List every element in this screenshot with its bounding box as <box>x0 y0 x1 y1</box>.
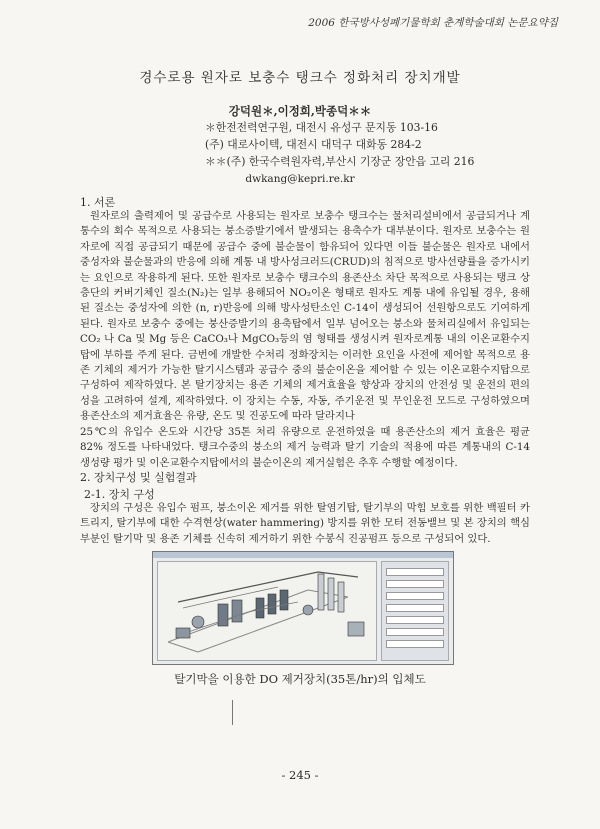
panel-field <box>386 628 444 636</box>
apparatus-figure <box>152 551 454 665</box>
figure-toolbar <box>153 552 453 558</box>
panel-field <box>386 592 444 600</box>
panel-field <box>386 580 444 588</box>
figure-caption: 탈기막을 이용한 DO 제거장치(35톤/hr)의 입체도 <box>174 672 426 686</box>
affiliation-1: ＊한전전력연구원, 대전시 유성구 문지동 103-16 <box>205 121 438 134</box>
page-number: - 245 - <box>281 768 319 782</box>
affiliation-3: ＊＊(주) 한국수력원자력,부산시 기장군 장안읍 고리 216 <box>205 155 475 168</box>
intro-paragraph-1: 원자로의 출력제어 및 공급수로 사용되는 원자로 보충수 탱크수는 물처리설비에서 공급되거나 계통수의 회수 목적으로 사용되는 붕소증발기에서 발생되는 용축수가 대부분이다. 원자로 보충수는 원자로에 직접 공급되기 때문에 공급수 중에 불순물이 함유되어 있다면 이들 불순물은 원자로 내에서 중성자와 불순물과의 반응에 의해 계통 내 방사성크러드(CRUD)의 침적으로 방사선량률을 증가시키는 요인으로 작용하게 된다. 또한 원자로 보충수 탱크수의 용존산소 차단 목적으로 사용되는 탱크 상층단의 커버기체인 질소(N₂)는 일부 용해되어 NO₂이온 형태로 원자도 계통 내에 유입될 경우, 용해된 질소는 중성자에 의한 (n, r)반응에 의해 방사성탄소인 C-14이 생성되어 선원항으로도 기여하게 된다. 원자로 보충수 중에는 붕산증발기의 용축탑에서 일부 넘어오는 붕소와 물처리실에서 유입되는 CO₂ 나 Ca 및 Mg 등은 CaCO₃나 MgCO₃등의 염 형태를 생성시켜 원자로계통 내의 이온교환수지탑에 부하를 주게 된다. 금번에 개발한 수처리 정화장치는 이러한 요인을 사전에 제어할 목적으로 용존 기체의 제거가 가능한 탈기시스템과 공급수 중의 불순이온을 제어할 수 있는 이온교환수지탑으로 구성하여 제작하였다. 본 탈기장치는 용존 기체의 제거효율을 향상과 장치의 안전성 및 운전의 편의성을 고려하여 설계, 제작하였다. 이 장치는 수동, 자동, 주기운전 및 무인운전 모드로 구성하였으며 용존산소의 제거효율은 유량, 온도 및 진공도에 따라 달라지나 <box>80 210 530 423</box>
intro-paragraph-2: 25℃의 유입수 온도와 시간당 35톤 처리 유량으로 운전하였을 때 용존산소의 제거 효율은 평균 82% 정도를 나타내었다. 탱크수중의 붕소의 제거 능력과 탈기 기술의 적용에 따른 계통내의 C-14 생성량 평가 및 이온교환수지탑에서의 불순이온의 제거실험은 추후 수행할 예정이다. <box>80 425 530 469</box>
panel-field <box>386 568 444 576</box>
authors: 강덕원＊,이정희,박종덕＊＊ <box>228 104 372 118</box>
paper-title: 경수로용 원자로 보충수 탱크수 정화처리 장치개발 <box>139 70 461 86</box>
panel-field <box>386 604 444 612</box>
setup-paragraph: 장치의 구성은 유입수 펌프, 붕소이온 제거를 위한 탈염기탑, 탈기부의 막힘 보호를 위한 백필터 카트리지, 탈기부에 대한 수격현상(water hammering) 방지를 위한 모터 전동밸브 및 본 장치의 핵심부분인 탈기막 및 용존 기체를 신속히 제거하기 위한 수봉식 진공펌프 등으로 구성되어 있다. <box>80 502 530 545</box>
subsection-heading: 2-1. 장치 구성 <box>84 488 155 501</box>
panel-field <box>386 640 444 648</box>
figure-3d-view <box>157 561 377 661</box>
intro-body <box>80 209 530 471</box>
running-header: 2006 한국방사성폐기물학회 춘계학술대회 논문요약집 <box>308 17 558 29</box>
panel-field <box>386 616 444 624</box>
setup-body <box>80 501 530 547</box>
section-heading-intro: 1. 서론 <box>80 196 116 209</box>
affiliation-2: (주) 대로사이텍, 대전시 대덕구 대화동 284-2 <box>205 138 422 151</box>
scan-mark <box>232 700 233 725</box>
figure-side-panel <box>381 561 449 661</box>
section-heading-setup: 2. 장치구성 및 실험결과 <box>80 471 197 484</box>
email: dwkang@kepri.re.kr <box>245 173 355 185</box>
apparatus-drawing <box>158 562 376 660</box>
